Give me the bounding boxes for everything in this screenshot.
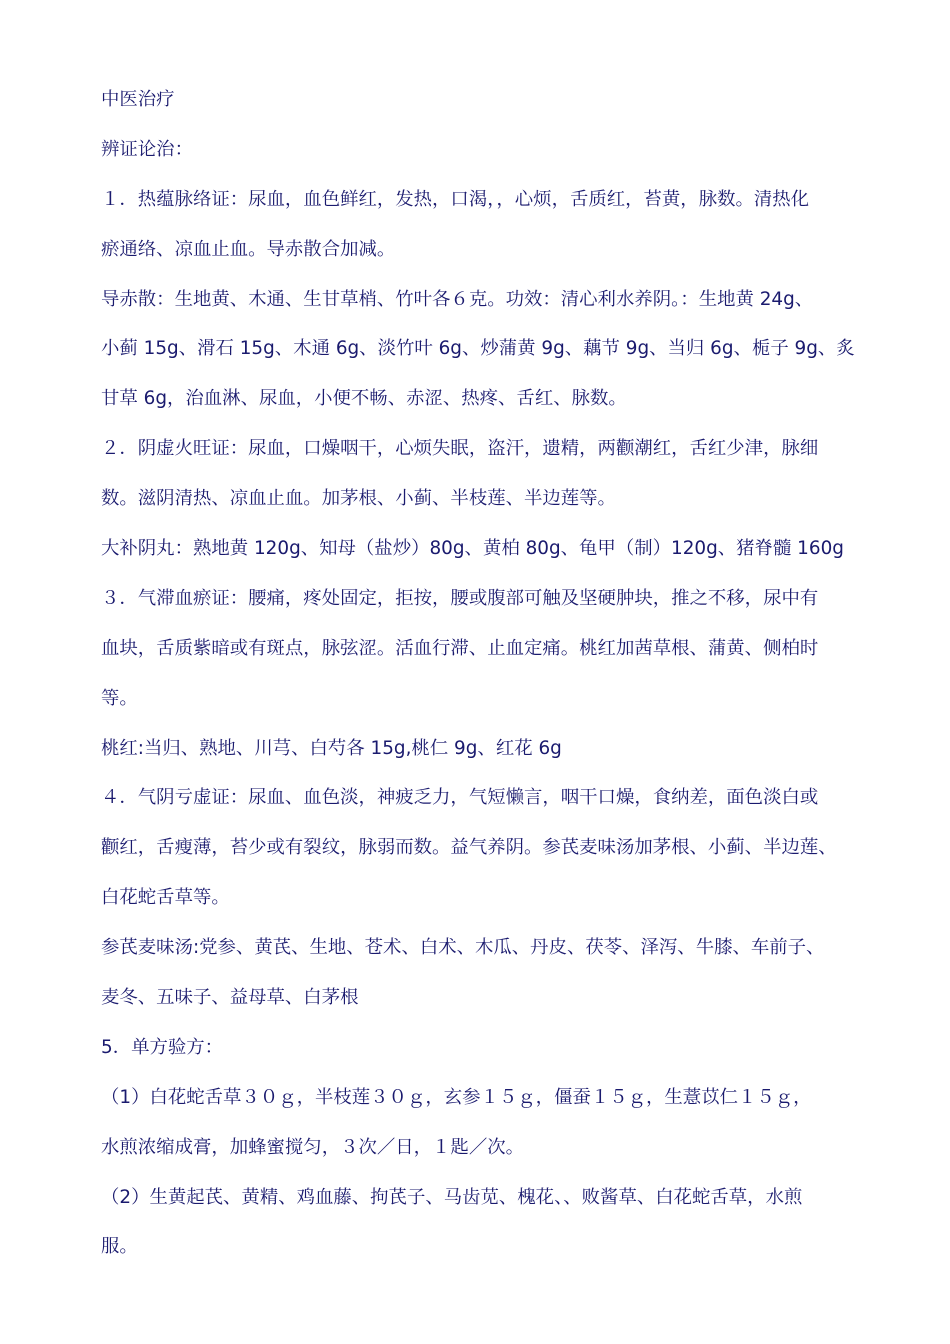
paragraph-line: 水煎浓缩成膏，加蜂蜜搅匀，３次／日，１匙／次。 — [101, 1136, 524, 1158]
paragraph-line: 麦冬、五味子、益母草、白茅根 — [101, 987, 359, 1009]
paragraph-line: 桃红:当归、熟地、川芎、白芍各 15g,桃仁 9g、红花 6g — [101, 737, 562, 759]
paragraph-line: 导赤散：生地黄、木通、生甘草梢、竹叶各６克。功效：清心利水养阴。：生地黄 24g、 — [101, 288, 814, 310]
paragraph-line: 服。 — [101, 1236, 138, 1258]
paragraph-line: ４．气阴亏虚证：尿血、血色淡，神疲乏力，气短懒言，咽干口燥，食纳差，面色淡白或 — [101, 787, 819, 809]
paragraph-line: 白花蛇舌草等。 — [101, 887, 230, 909]
paragraph-line: 5．单方验方： — [101, 1036, 224, 1058]
paragraph-line: 参芪麦味汤:党参、黄芪、生地、苍术、白术、木瓜、丹皮、茯苓、泽泻、牛膝、车前子、 — [101, 937, 825, 959]
paragraph-line: 瘀通络、凉血止血。导赤散合加减。 — [101, 238, 396, 260]
paragraph-line: １．热蕴脉络证：尿血，血色鲜红，发热，口渴，，心烦，舌质红，苔黄，脉数。清热化 — [101, 188, 810, 210]
section-title: 中医治疗 — [101, 89, 175, 110]
paragraph-line: 小蓟 15g、滑石 15g、木通 6g、淡竹叶 6g、炒蒲黄 9g、藕节 9g、当归 6g、栀子 9g、炙 — [101, 338, 855, 360]
paragraph-line: ３．气滞血瘀证：腰痛，疼处固定，拒按，腰或腹部可触及坚硬肿块，推之不移，尿中有 — [101, 587, 819, 609]
paragraph-line: 大补阴丸：熟地黄 120g、知母（盐炒）80g、黄柏 80g、龟甲（制）120g、猪脊髓 160g — [101, 538, 844, 560]
paragraph-line: ２．阴虚火旺证：尿血，口燥咽干，心烦失眠，盗汗，遗精，两颧潮红，舌红少津，脉细 — [101, 438, 819, 460]
document-body — [101, 75, 863, 1272]
paragraph-line: （1）白花蛇舌草３０ｇ，半枝莲３０ｇ，玄参１５ｇ，僵蚕１５ｇ，生薏苡仁１５ｇ， — [101, 1086, 812, 1108]
paragraph-line: （2）生黄起芪、黄精、鸡血藤、拘芪子、马齿苋、槐花、、败酱草、白花蛇舌草，水煎 — [101, 1186, 803, 1208]
paragraph-line: 数。滋阴清热、凉血止血。加茅根、小蓟、半枝莲、半边莲等。 — [101, 488, 616, 510]
paragraph-line: 等。 — [101, 687, 138, 709]
paragraph-line: 颧红，舌瘦薄，苔少或有裂纹，脉弱而数。益气养阴。参芪麦味汤加茅根、小蓟、半边莲、 — [101, 837, 837, 859]
paragraph-line: 血块，舌质紫暗或有斑点，脉弦涩。活血行滞、止血定痛。桃红加茜草根、蒲黄、侧柏时 — [101, 637, 819, 659]
subsection-title: 辨证论治： — [101, 138, 193, 160]
paragraph-line: 甘草 6g，治血淋、尿血，小便不畅、赤涩、热疼、舌红、脉数。 — [101, 388, 627, 410]
